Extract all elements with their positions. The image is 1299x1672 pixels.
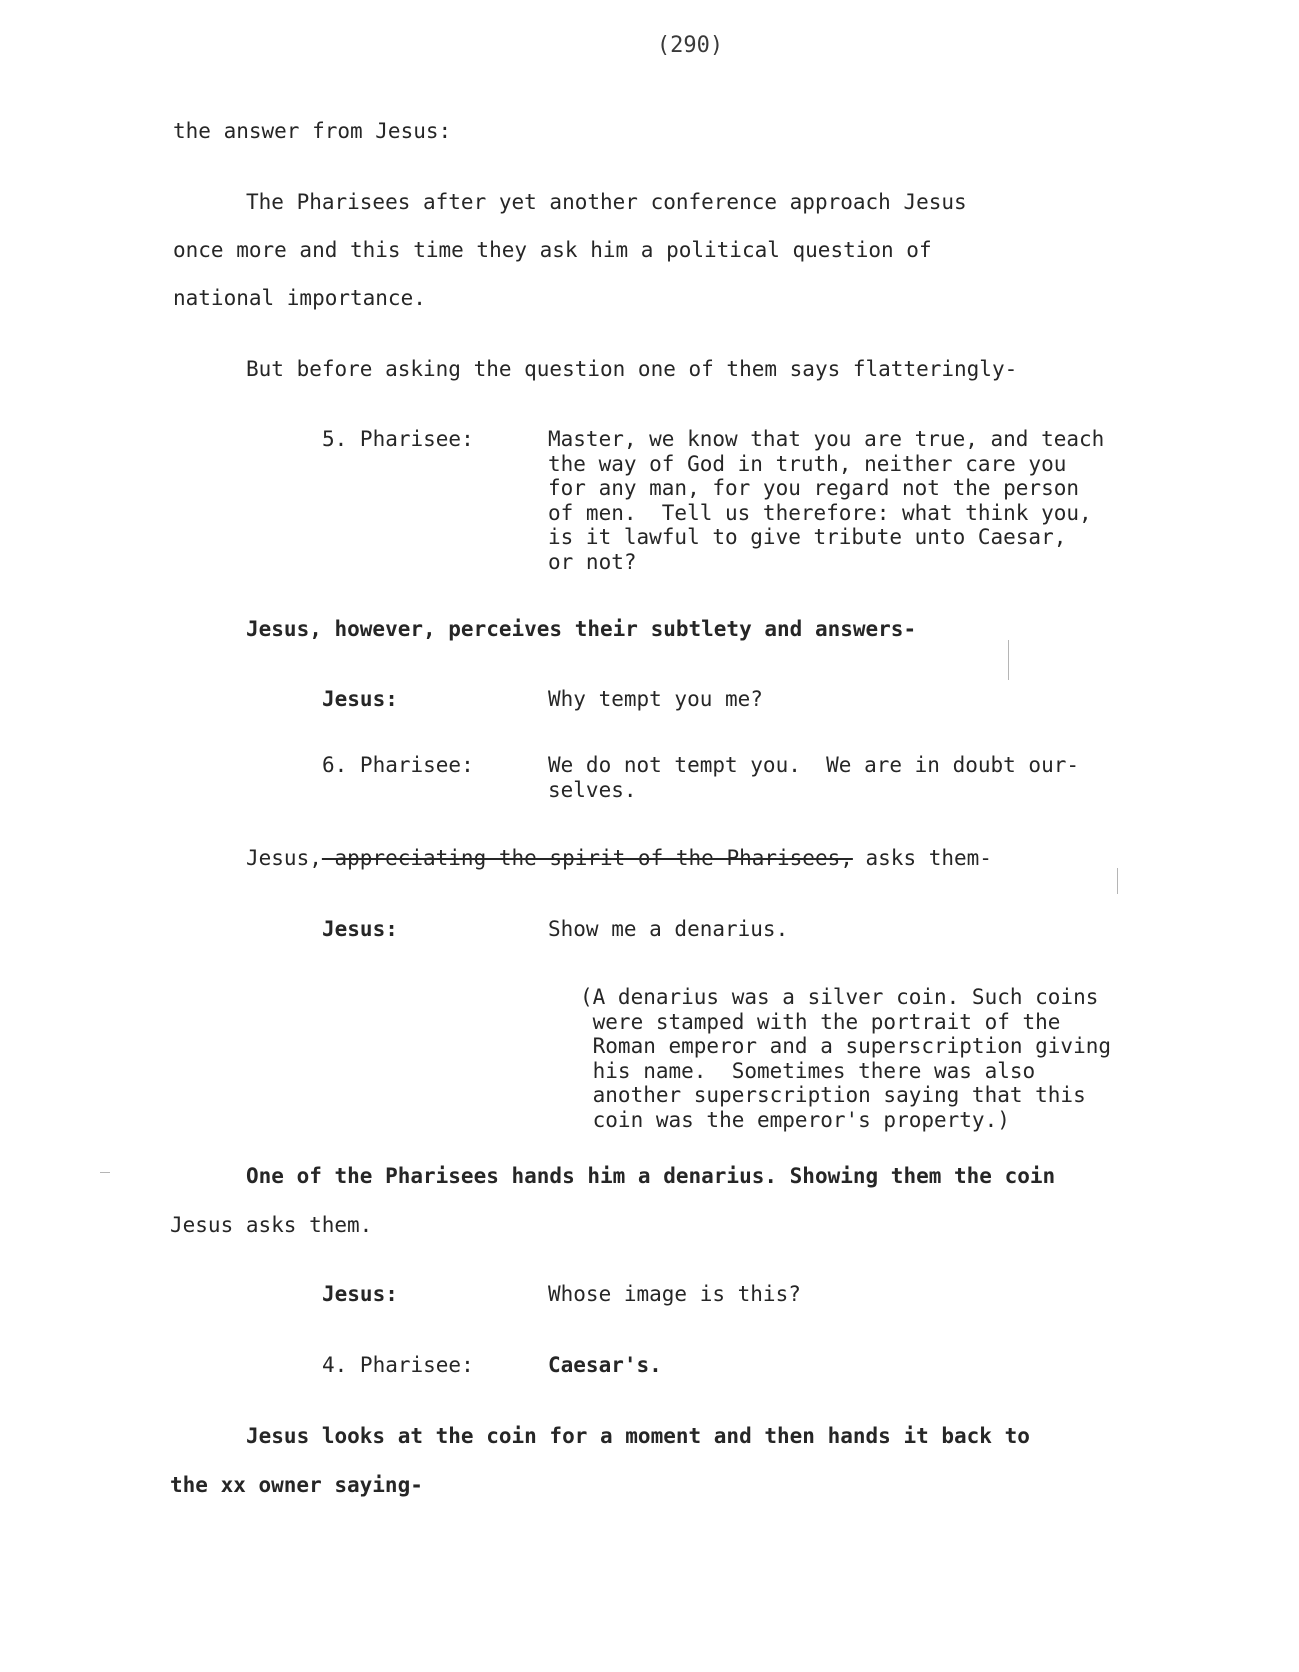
speech-caesars: Caesar's. — [548, 1353, 662, 1377]
paragraph-pharisees-approach-line-1: The Pharisees after yet another conference approach Jesus — [246, 190, 967, 214]
paragraph-jesus-perceives: Jesus, however, perceives their subtlety and answers- — [246, 617, 917, 641]
paragraph-hands-denarius-line-1: One of the Pharisees hands him a denarius. Showing them the coin — [246, 1164, 1056, 1188]
paragraph-hands-denarius-line-2: Jesus asks them. — [170, 1213, 373, 1237]
speaker-5-pharisee: 5. Pharisee: — [322, 427, 474, 451]
struck-through-text: appreciating the spirit of the Pharisees, — [321, 846, 853, 870]
note-line: another superscription saying that this — [580, 1083, 1086, 1107]
speech-line: of men. Tell us therefore: what think you, — [548, 500, 1092, 525]
note-line: (A denarius was a silver coin. Such coins — [580, 985, 1099, 1009]
speech-line: for any man, for you regard not the person — [548, 476, 1080, 500]
speaker-6-pharisee: 6. Pharisee: — [322, 753, 474, 777]
paragraph-looks-at-coin-line-2: the xx owner saying- — [170, 1473, 423, 1497]
text-jesus-prefix: Jesus, — [246, 846, 322, 870]
speech-line: We do not tempt you. We are in doubt our- — [548, 753, 1080, 777]
denarius-explanatory-note — [580, 985, 1111, 1132]
speaker-4-pharisee: 4. Pharisee: — [322, 1353, 474, 1377]
pencil-mark — [1117, 868, 1118, 894]
speech-line: or not? — [548, 549, 637, 574]
pencil-mark — [1008, 640, 1009, 680]
paragraph-jesus-asks-them — [246, 846, 992, 870]
speech-6-pharisee — [548, 753, 1079, 802]
paragraph-pharisees-approach-line-2: once more and this time they ask him a political question of — [173, 238, 932, 262]
speech-line: the way of God in truth, neither care you — [548, 451, 1067, 476]
speech-line: is it lawful to give tribute unto Caesar, — [548, 525, 1067, 549]
speech-5-pharisee — [548, 427, 1104, 574]
speech-line: Master, we know that you are true, and teach — [548, 427, 1105, 451]
line-answer-from-jesus: the answer from Jesus: — [173, 119, 452, 143]
note-line: were stamped with the portrait of the — [580, 1009, 1061, 1034]
speech-jesus-why-tempt: Why tempt you me? — [548, 687, 763, 711]
speech-whose-image: Whose image is this? — [548, 1282, 801, 1306]
speech-show-me-denarius: Show me a denarius. — [548, 917, 789, 941]
paragraph-before-asking: But before asking the question one of them says flatteringly- — [246, 357, 1018, 381]
paragraph-looks-at-coin-line-1: Jesus looks at the coin for a moment and then hands it back to — [246, 1424, 1030, 1448]
note-line: coin was the emperor's property.) — [580, 1107, 1010, 1132]
note-line: Roman emperor and a superscription giving — [580, 1034, 1112, 1058]
speaker-jesus-denarius: Jesus: — [322, 917, 398, 941]
page-number: (290) — [656, 33, 724, 58]
speaker-jesus: Jesus: — [322, 687, 398, 711]
speech-line: selves. — [548, 777, 637, 802]
note-line: his name. Sometimes there was also — [580, 1058, 1036, 1083]
scan-speck — [100, 1172, 110, 1173]
paragraph-pharisees-approach-line-3: national importance. — [173, 286, 426, 310]
speaker-jesus-image: Jesus: — [322, 1282, 398, 1306]
text-asks-them: asks them- — [852, 846, 992, 870]
